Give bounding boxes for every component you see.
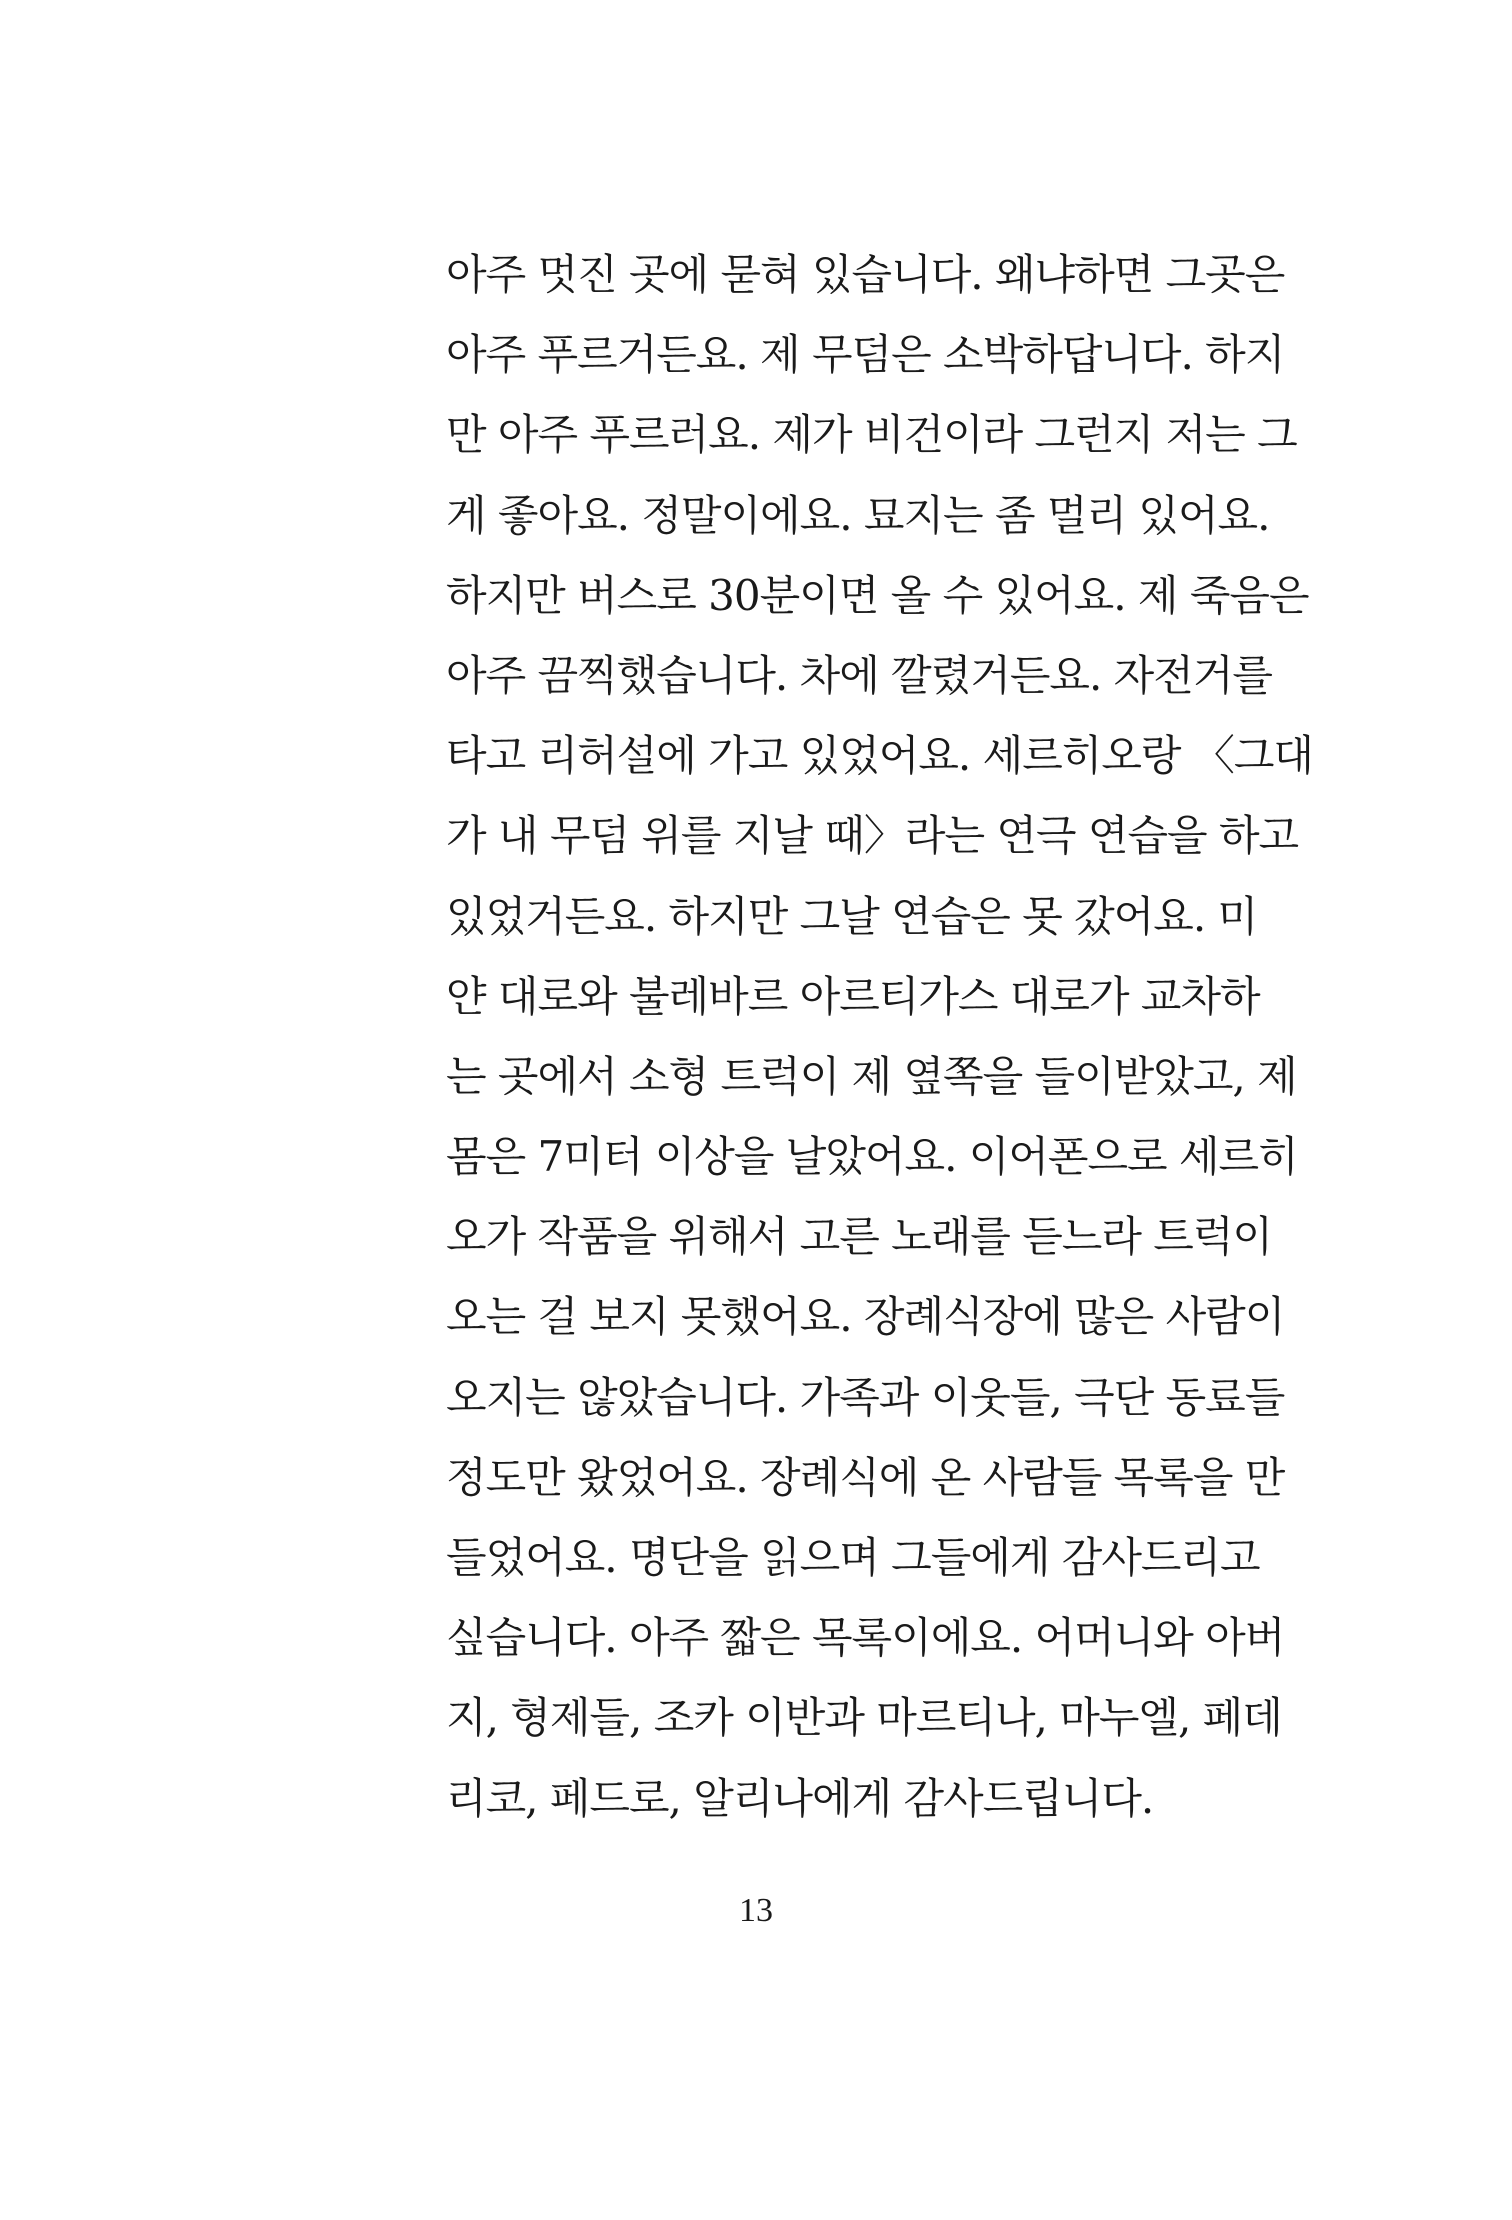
text-line: 가 내 무덤 위를 지날 때〉라는 연극 연습을 하고 [446,811,1299,861]
text-line: 오는 걸 보지 못했어요. 장례식장에 많은 사람이 [446,1292,1285,1342]
text-line: 얀 대로와 불레바르 아르티가스 대로가 교차하 [446,971,1260,1021]
page-number: 13 [739,1892,773,1929]
text-line: 몸은 7미터 이상을 날았어요. 이어폰으로 세르히 [446,1132,1298,1182]
text-line: 게 좋아요. 정말이에요. 묘지는 좀 멀리 있어요. [446,490,1270,540]
text-line: 만 아주 푸르러요. 제가 비건이라 그런지 저는 그 [446,410,1297,460]
text-line: 하지만 버스로 30분이면 올 수 있어요. 제 죽음은 [446,570,1309,620]
text-line: 들었어요. 명단을 읽으며 그들에게 감사드리고 [446,1533,1260,1582]
text-line: 오지는 않았습니다. 가족과 이웃들, 극단 동료들 [446,1372,1285,1422]
text-line: 리코, 페드로, 알리나에게 감사드립니다. [446,1773,1154,1823]
text-line: 아주 멋진 곳에 묻혀 있습니다. 왜냐하면 그곳은 [446,250,1285,299]
text-line: 타고 리허설에 가고 있었어요. 세르히오랑 〈그대 [446,731,1313,781]
text-line: 싶습니다. 아주 짧은 목록이에요. 어머니와 아버 [446,1613,1285,1663]
text-line: 아주 푸르거든요. 제 무덤은 소박하답니다. 하지 [446,330,1285,380]
text-line: 지, 형제들, 조카 이반과 마르티나, 마누엘, 페데 [446,1693,1282,1743]
text-line: 아주 끔찍했습니다. 차에 깔렸거든요. 자전거를 [446,650,1272,700]
text-line: 정도만 왔었어요. 장례식에 온 사람들 목록을 만 [446,1452,1285,1502]
text-line: 있었거든요. 하지만 그날 연습은 못 갔어요. 미 [446,891,1258,941]
text-line: 오가 작품을 위해서 고른 노래를 듣느라 트럭이 [446,1212,1272,1262]
text-line: 는 곳에서 소형 트럭이 제 옆쪽을 들이받았고, 제 [446,1051,1297,1101]
body-text [446,248,1313,1852]
